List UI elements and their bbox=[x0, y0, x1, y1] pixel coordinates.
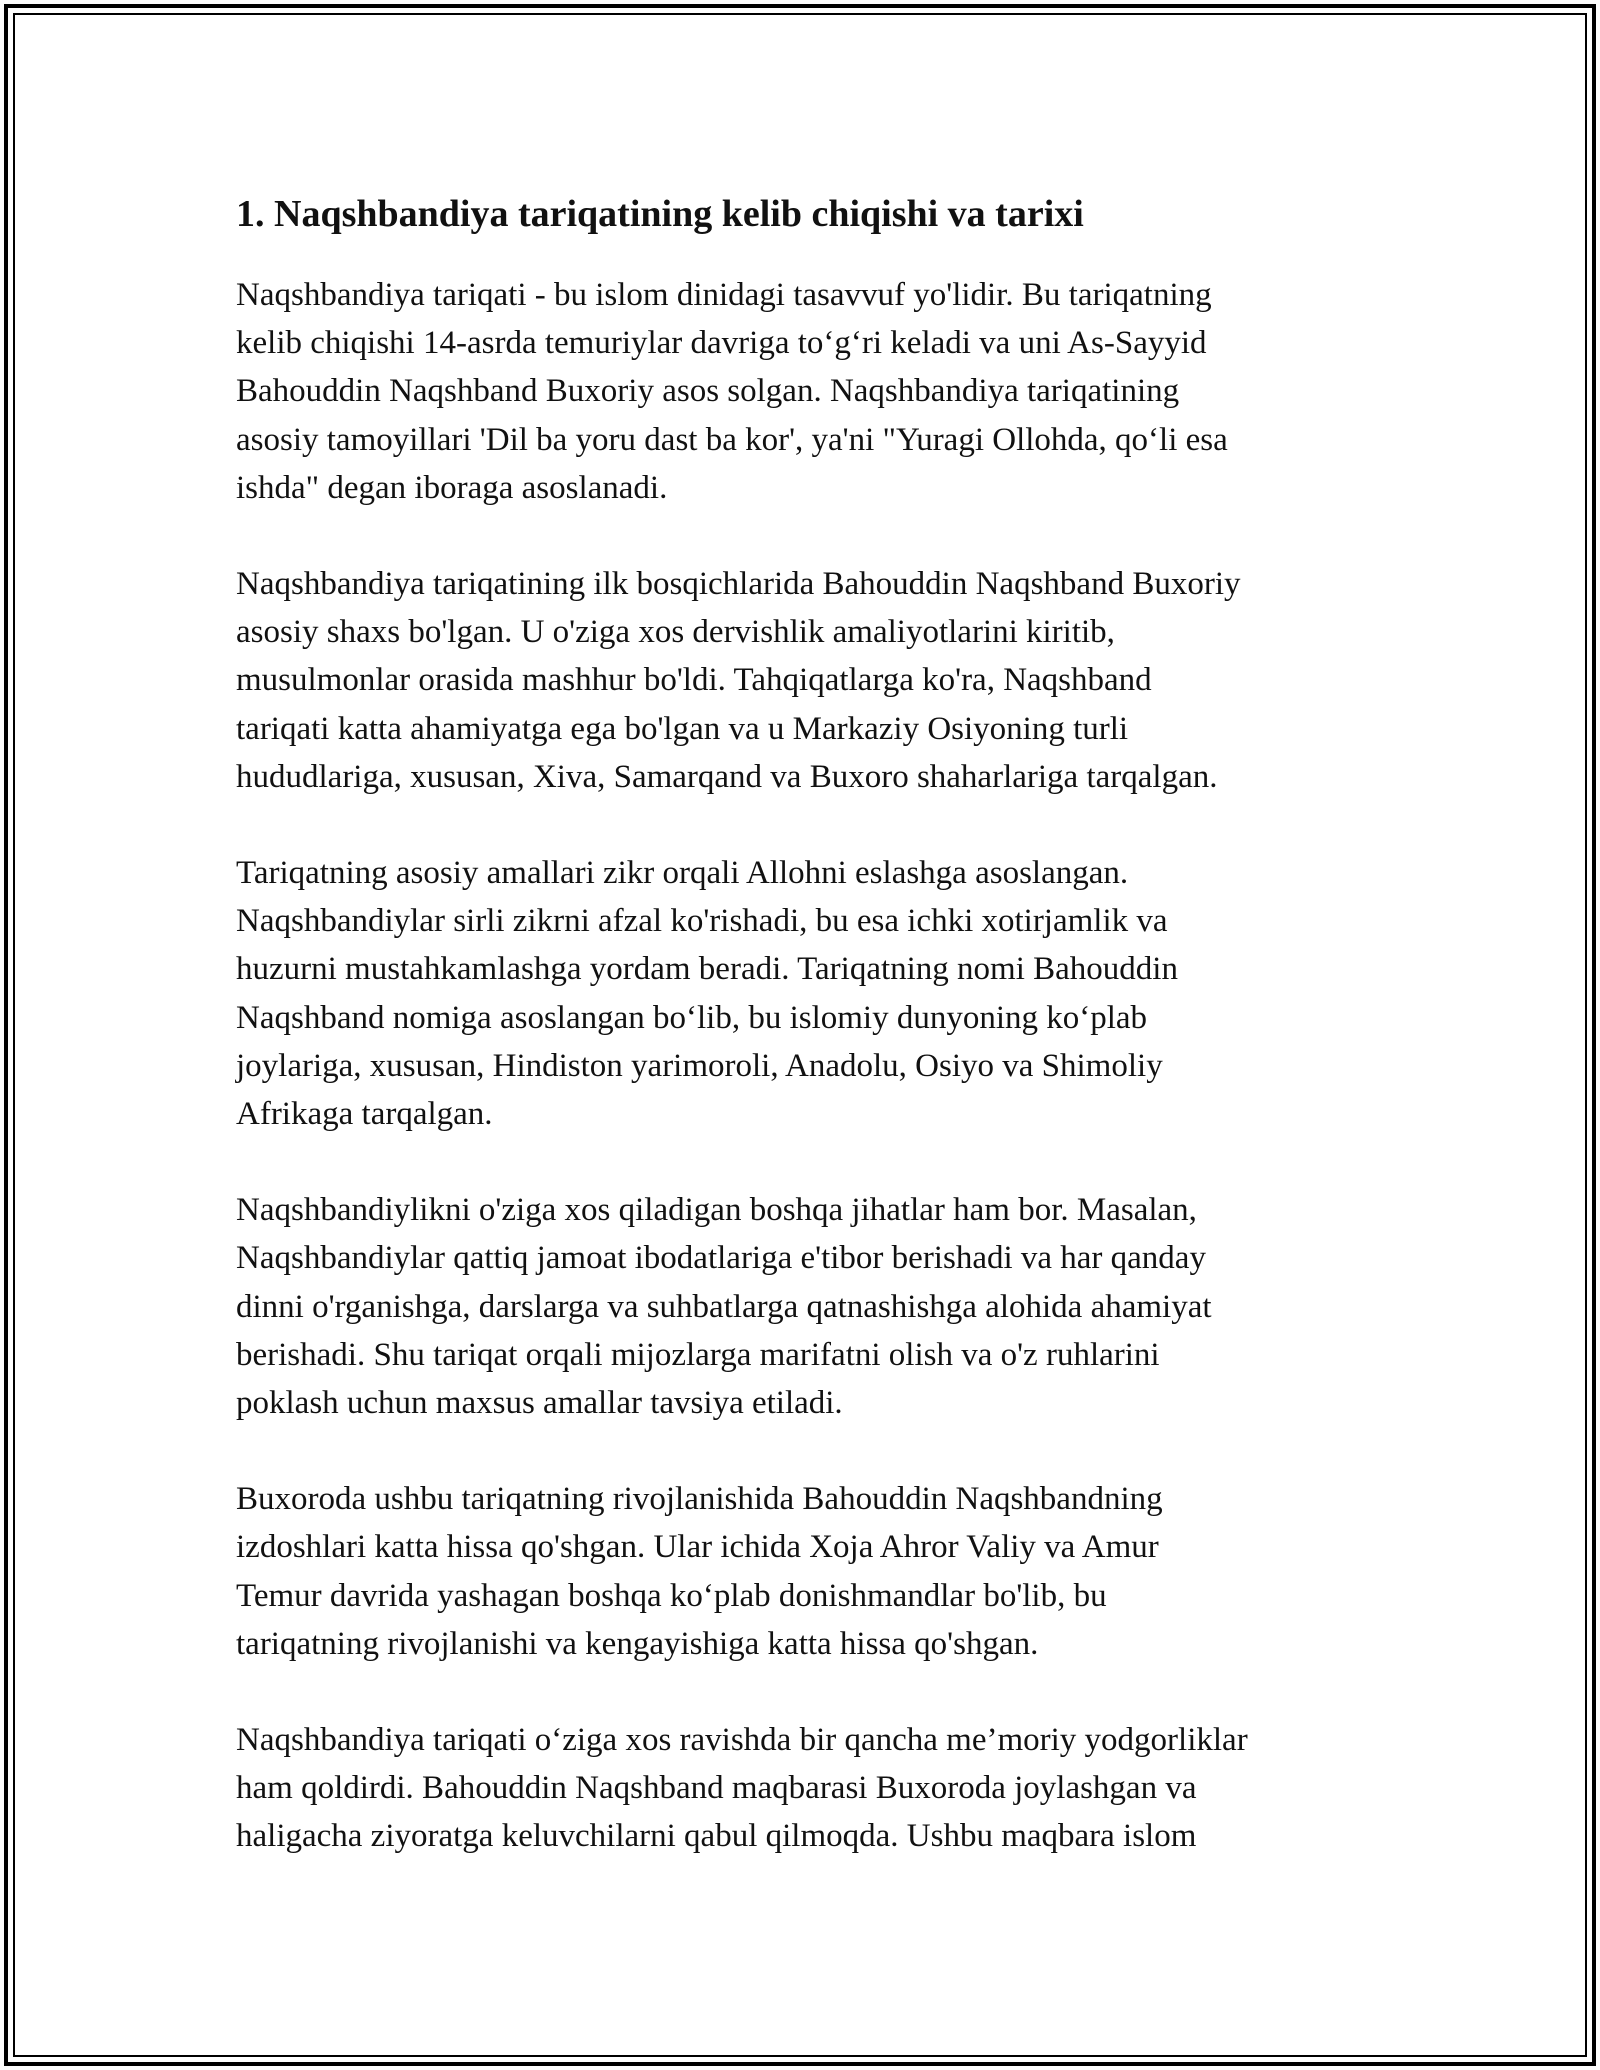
document-body bbox=[236, 185, 1386, 1909]
text-line: poklash uchun maxsus amallar tavsiya etiladi. bbox=[236, 1385, 843, 1422]
text-line: hududlariga, xususan, Xiva, Samarqand va Buxoro shaharlariga tarqalgan. bbox=[236, 758, 1218, 795]
text-line: kelib chiqishi 14-asrda temuriylar davriga to‘g‘ri keladi va uni As-Sayyid bbox=[236, 325, 1207, 362]
text-line: Naqshbandiylar sirli zikrni afzal ko'rishadi, bu esa ichki xotirjamlik va bbox=[236, 903, 1168, 940]
text-line: musulmonlar orasida mashhur bo'ldi. Tahqiqatlarga ko'ra, Naqshband bbox=[236, 662, 1152, 699]
text-line: Tariqatning asosiy amallari zikr orqali Allohni eslashga asoslangan. bbox=[236, 855, 1129, 892]
text-line: ham qoldirdi. Bahouddin Naqshband maqbarasi Buxoroda joylashgan va bbox=[236, 1770, 1197, 1807]
section-heading: 1. Naqshbandiya tariqatining kelib chiqishi va tarixi bbox=[236, 193, 1084, 235]
text-line: izdoshlari katta hissa qo'shgan. Ular ichida Xoja Ahror Valiy va Amur bbox=[236, 1529, 1159, 1566]
text-line: berishadi. Shu tariqat orqali mijozlarga marifatni olish va o'z ruhlarini bbox=[236, 1336, 1160, 1373]
text-line: Naqshbandiya tariqatining ilk bosqichlarida Bahouddin Naqshband Buxoriy bbox=[236, 566, 1241, 603]
text-line: Naqshbandiya tariqati o‘ziga xos ravishda bir qancha me’moriy yodgorliklar bbox=[236, 1722, 1248, 1759]
text-line: Naqshbandiylar qattiq jamoat ibodatlariga e'tibor berishadi va har qanday bbox=[236, 1240, 1206, 1277]
text-line: asosiy shaxs bo'lgan. U o'ziga xos dervishlik amaliyotlarini kiritib, bbox=[236, 614, 1115, 651]
text-line: haligacha ziyoratga keluvchilarni qabul qilmoqda. Ushbu maqbara islom bbox=[236, 1818, 1197, 1855]
text-line: ishda" degan iboraga asoslanadi. bbox=[236, 469, 668, 506]
text-line: tariqatning rivojlanishi va kengayishiga katta hissa qo'shgan. bbox=[236, 1625, 1039, 1662]
text-line: joylariga, xususan, Hindiston yarimoroli, Anadolu, Osiyo va Shimoliy bbox=[236, 1047, 1163, 1084]
paragraph-4 bbox=[236, 1186, 1386, 1427]
text-line: Afrikaga tarqalgan. bbox=[236, 1096, 493, 1133]
text-line: asosiy tamoyillari 'Dil ba yoru dast ba kor', ya'ni "Yuragi Ollohda, qo‘li esa bbox=[236, 421, 1228, 458]
text-line: Naqshband nomiga asoslangan bo‘lib, bu islomiy dunyoning ko‘plab bbox=[236, 999, 1148, 1036]
text-line: Naqshbandiya tariqati - bu islom dinidagi tasavvuf yo'lidir. Bu tariqatning bbox=[236, 277, 1212, 313]
text-line: tariqati katta ahamiyatga ega bo'lgan va u Markaziy Osiyoning turli bbox=[236, 710, 1129, 747]
paragraph-6 bbox=[236, 1716, 1386, 1861]
text-line: Naqshbandiylikni o'ziga xos qiladigan boshqa jihatlar ham bor. Masalan, bbox=[236, 1192, 1197, 1229]
paragraph-5 bbox=[236, 1475, 1386, 1668]
paragraph-3 bbox=[236, 849, 1386, 1138]
text-line: Buxoroda ushbu tariqatning rivojlanishida Bahouddin Naqshbandning bbox=[236, 1481, 1163, 1518]
text-line: Temur davrida yashagan boshqa ko‘plab donishmandlar bo'lib, bu bbox=[236, 1577, 1107, 1614]
text-line: Bahouddin Naqshband Buxoriy asos solgan. Naqshbandiya tariqatining bbox=[236, 373, 1180, 410]
text-line: huzurni mustahkamlashga yordam beradi. Tariqatning nomi Bahouddin bbox=[236, 951, 1178, 988]
paragraph-2 bbox=[236, 560, 1386, 801]
text-line: dinni o'rganishga, darslarga va suhbatlarga qatnashishga alohida ahamiyat bbox=[236, 1288, 1212, 1325]
paragraph-1 bbox=[236, 271, 1386, 512]
paragraph-list bbox=[236, 271, 1386, 1861]
